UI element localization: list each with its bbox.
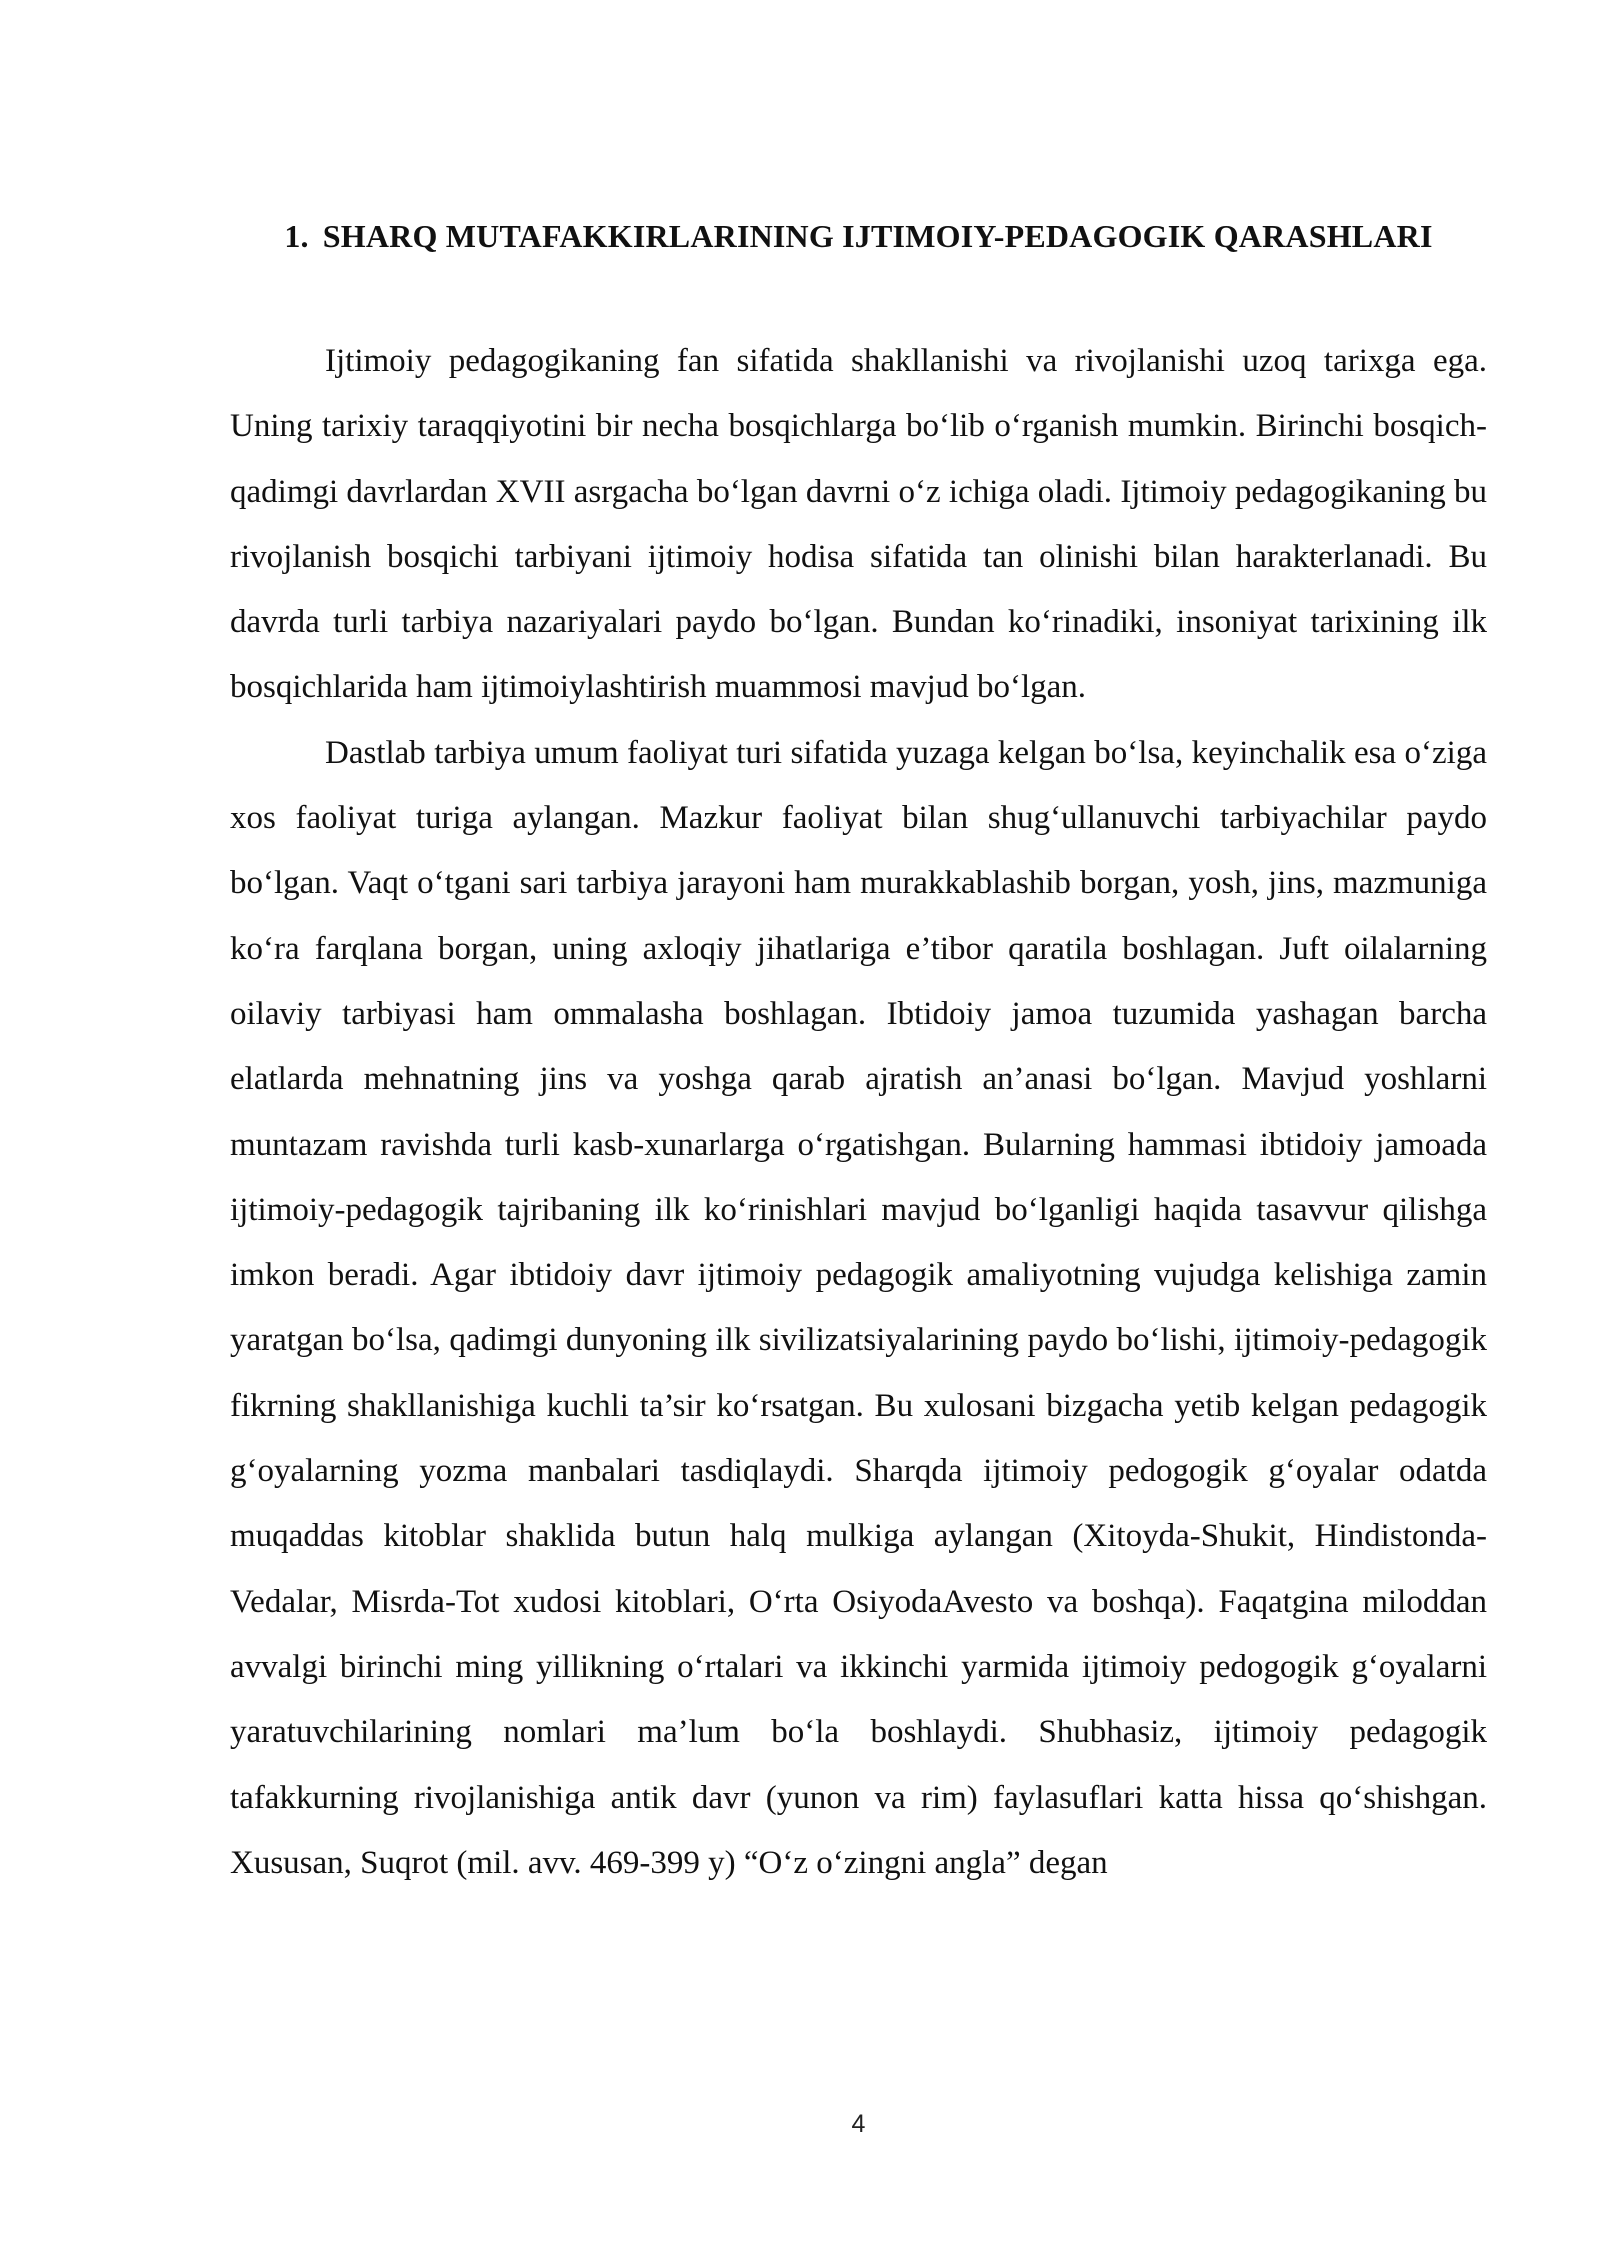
section-heading — [230, 203, 1487, 269]
section-number: 1. — [284, 218, 309, 254]
section-title: SHARQ MUTAFAKKIRLARINING IJTIMOIY-PEDAGOGIK QARASHLARI — [322, 218, 1433, 254]
page-number: 4 — [851, 2110, 866, 2138]
paragraph-2: Dastlab tarbiya umum faoliyat turi sifatida yuzaga kelgan bo‘lsa, keyinchalik esa o‘ziga xos faoliyat turiga aylangan. Mazkur faoliyat bilan shug‘ullanuvchi tarbiyachilar paydo bo‘lgan. Vaqt o‘tgani sari tarbiya jarayoni ham murakkablashib borgan, yosh, jins, mazmuniga ko‘ra farqlana borgan, uning axloqiy jihatlariga e’tibor qaratila boshlagan. Juft oilalarning oilaviy tarbiyasi ham ommalasha boshlagan. Ibtidoiy jamoa tuzumida yashagan barcha elatlarda mehnatning jins va yoshga qarab ajratish an’anasi bo‘lgan. Mavjud yoshlarni muntazam ravishda turli kasb-xunarlarga o‘rgatishgan. Bularning hammasi ibtidoiy jamoada ijtimoiy-pedagogik tajribaning ilk ko‘rinishlari mavjud bo‘lganligi haqida tasavvur qilishga imkon beradi. Agar ibtidoiy davr ijtimoiy pedagogik amaliyotning vujudga kelishiga zamin yaratgan bo‘lsa, qadimgi dunyoning ilk sivilizatsiyalarining paydo bo‘lishi, ijtimoiy-pedagogik fikrning shakllanishiga kuchli ta’sir ko‘rsatgan. Bu xulosani bizgacha yetib kelgan pedagogik g‘oyalarning yozma manbalari tasdiqlaydi. Sharqda ijtimoiy pedogogik g‘oyalar odatda muqaddas kitoblar shaklida butun halq mulkiga aylangan (Xitoyda-Shukit, Hindistonda-Vedalar, Misrda-Tot xudosi kitoblari, O‘rta OsiyodaAvesto va boshqa). Faqatgina miloddan avvalgi birinchi ming yillikning o‘rtalari va ikkinchi yarmida ijtimoiy pedogogik g‘oyalarni yaratuvchilarining nomlari ma’lum bo‘la boshlaydi. Shubhasiz, ijtimoiy pedagogik tafakkurning rivojlanishiga antik davr (yunon va rim) faylasuflari katta hissa qo‘shishgan. Xususan, Suqrot (mil. avv. 469-399 y) “O‘z o‘zingni angla” degan — [230, 734, 1487, 1881]
paragraph-1: Ijtimoiy pedagogikaning fan sifatida shakllanishi va rivojlanishi uzoq tarixga ega. Uning tarixiy taraqqiyotini bir necha bosqichlarga bo‘lib o‘rganish mumkin. Birinchi bosqich-qadimgi davrlardan XVII asrgacha bo‘lgan davrni o‘z ichiga oladi. Ijtimoiy pedagogikaning bu rivojlanish bosqichi tarbiyani ijtimoiy hodisa sifatida tan olinishi bilan harakterlanadi. Bu davrda turli tarbiya nazariyalari paydo bo‘lgan. Bundan ko‘rinadiki, insoniyat tarixining ilk bosqichlarida ham ijtimoiylashtirish muammosi mavjud bo‘lgan. — [230, 343, 1487, 706]
body-text — [230, 329, 1487, 1896]
